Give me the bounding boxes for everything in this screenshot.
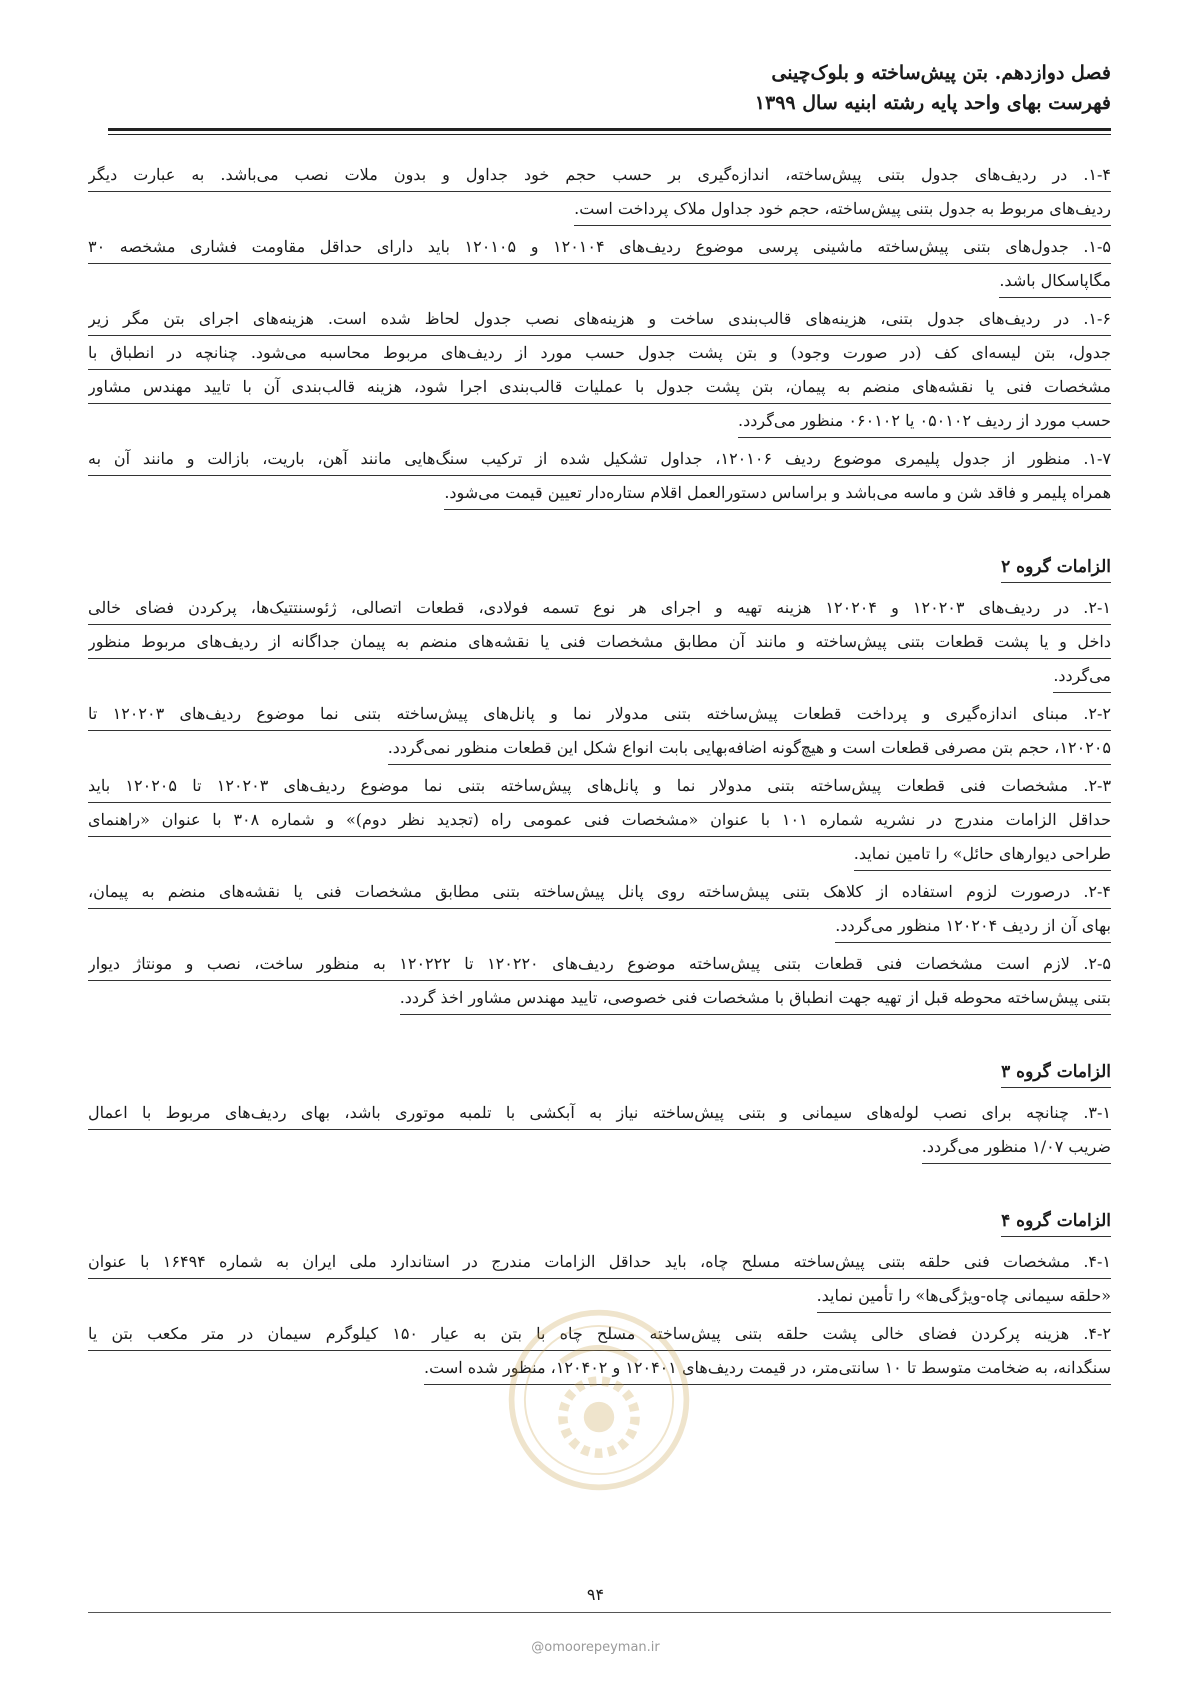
paragraph-line: مگاپاسکال باشد. — [999, 264, 1111, 298]
group1-section — [88, 158, 1111, 510]
paragraph-line: ۲-۲. مبنای اندازه‌گیری و پرداخت قطعات پیش‌ساخته بتنی مدولار نما و پانل‌های پیش‌ساخته بتنی نما موضوع ردیف‌های ۱۲۰۲۰۳ تا — [88, 697, 1111, 731]
paragraph-line: ۱-۷. منظور از جدول پلیمری موضوع ردیف ۱۲۰۱۰۶، جداول تشکیل شده از ترکیب سنگ‌هایی مانند آهن، باریت، بازالت و مانند آن به — [88, 442, 1111, 476]
paragraph-line: ۲-۳. مشخصات فنی قطعات پیش‌ساخته بتنی مدولار نما و پانل‌های پیش‌ساخته بتنی نما موضوع ردیف‌های ۱۲۰۲۰۳ تا ۱۲۰۲۰۵ باید — [88, 769, 1111, 803]
paragraph-line: می‌گردد. — [1053, 659, 1111, 693]
paragraph — [88, 947, 1111, 1015]
paragraph-line: ۲-۵. لازم است مشخصات فنی قطعات بتنی پیش‌ساخته موضوع ردیف‌های ۱۲۰۲۲۰ تا ۱۲۰۲۲۲ به منظور ساخت، نصب و مونتاژ دیوار — [88, 947, 1111, 981]
paragraph-line: حداقل الزامات مندرج در نشریه شماره ۱۰۱ با عنوان «مشخصات فنی عمومی راه (تجدید نظر دوم)» و شماره ۳۰۸ با عنوان «راهنمای — [88, 803, 1111, 837]
seal-logo-icon — [504, 1305, 694, 1495]
header-rule-thin — [108, 134, 1111, 135]
paragraph — [88, 697, 1111, 765]
chapter-title: فصل دوازدهم. بتن پیش‌ساخته و بلوک‌چینی — [771, 62, 1111, 84]
paragraph-line: ۴-۱. مشخصات فنی حلقه بتنی پیش‌ساخته مسلح چاه، باید حداقل الزامات مندرج در استاندارد ملی ایران به شماره ۱۶۴۹۴ با عنوان — [88, 1245, 1111, 1279]
paragraph-line: ردیف‌های مربوط به جدول بتنی پیش‌ساخته، حجم خود جداول ملاک پرداخت است. — [574, 192, 1111, 226]
paragraph-line: سنگدانه، به ضخامت متوسط تا ۱۰ سانتی‌متر، در قیمت ردیف‌های ۱۲۰۴۰۱ و ۱۲۰۴۰۲، منظور شده است. — [424, 1351, 1111, 1385]
footer-rule — [88, 1612, 1111, 1613]
paragraph — [88, 230, 1111, 298]
paragraph-line: بهای آن از ردیف ۱۲۰۲۰۴ منظور می‌گردد. — [835, 909, 1111, 943]
paragraph-line: مشخصات فنی یا نقشه‌های منضم به پیمان، بتن پشت جدول با عملیات قالب‌بندی اجرا شود، هزینه قالب‌بندی آن با تایید مهندس مشاور — [88, 370, 1111, 404]
group3-title: الزامات گروه ۳ — [1001, 1059, 1111, 1088]
page-header — [755, 58, 1111, 118]
paragraph-line: ضریب ۱/۰۷ منظور می‌گردد. — [922, 1130, 1111, 1164]
paragraph-line: ۳-۱. چنانچه برای نصب لوله‌های سیمانی و بتنی پیش‌ساخته نیاز به آبکشی با تلمبه موتوری باشد، بهای ردیف‌های مربوط با اعمال — [88, 1096, 1111, 1130]
paragraph-line: حسب مورد از ردیف ۰۵۰۱۰۲ یا ۰۶۰۱۰۲ منظور می‌گردد. — [738, 404, 1111, 438]
paragraph-line: ۱۲۰۲۰۵، حجم بتن مصرفی قطعات است و هیچ‌گونه اضافه‌بهایی بابت انواع شکل این قطعات منظور نمی‌گردد. — [388, 731, 1111, 765]
paragraph — [88, 158, 1111, 226]
paragraph — [88, 875, 1111, 943]
paragraph-line: ۱-۶. در ردیف‌های جدول بتنی، هزینه‌های قالب‌بندی ساخت و هزینه‌های نصب جدول لحاظ شده است. هزینه‌های اجرای بتن مگر زیر — [88, 302, 1111, 336]
main-content — [88, 158, 1111, 1389]
paragraph-line: ۱-۴. در ردیف‌های جدول بتنی پیش‌ساخته، اندازه‌گیری بر حسب حجم خود جداول و بدون ملات نصب می‌باشد. به عبارت دیگر — [88, 158, 1111, 192]
paragraph-line: داخل و یا پشت قطعات بتنی پیش‌ساخته و مانند آن مطابق مشخصات فنی یا نقشه‌های منضم به پیمان جداگانه از ردیف‌های مربوط منظور — [88, 625, 1111, 659]
paragraph — [88, 769, 1111, 871]
paragraph — [88, 591, 1111, 693]
paragraph — [88, 442, 1111, 510]
paragraph-line: طراحی دیوارهای حائل» را تامین نماید. — [854, 837, 1111, 871]
group3-section — [88, 1096, 1111, 1164]
paragraph — [88, 1096, 1111, 1164]
paragraph — [88, 1245, 1111, 1313]
group4-title: الزامات گروه ۴ — [1001, 1208, 1111, 1237]
paragraph-line: ۲-۱. در ردیف‌های ۱۲۰۲۰۳ و ۱۲۰۲۰۴ هزینه تهیه و اجرای هر نوع تسمه فولادی، قطعات اتصالی، ژئوسنتتیک‌ها، پرکردن فضای خالی — [88, 591, 1111, 625]
paragraph-line: همراه پلیمر و فاقد شن و ماسه می‌باشد و براساس دستورالعمل اقلام ستاره‌دار تعیین قیمت می‌شود. — [444, 476, 1111, 510]
paragraph-line: بتنی پیش‌ساخته محوطه قبل از تهیه جهت انطباق با مشخصات فنی خصوصی، تایید مهندس مشاور اخذ گردد. — [400, 981, 1111, 1015]
page-number: ۹۴ — [586, 1585, 605, 1604]
paragraph-line: «حلقه سیمانی چاه-ویژگی‌ها» را تأمین نماید. — [817, 1279, 1111, 1313]
list-title: فهرست بهای واحد پایه رشته ابنیه سال ۱۳۹۹ — [754, 92, 1111, 114]
paragraph-line: ۲-۴. درصورت لزوم استفاده از کلاهک بتنی پیش‌ساخته روی پانل پیش‌ساخته بتنی مطابق مشخصات فنی یا نقشه‌های منضم به پیمان، — [88, 875, 1111, 909]
paragraph — [88, 302, 1111, 438]
paragraph-line: ۱-۵. جدول‌های بتنی پیش‌ساخته ماشینی پرسی موضوع ردیف‌های ۱۲۰۱۰۴ و ۱۲۰۱۰۵ باید دارای حداقل مقاومت فشاری مشخصه ۳۰ — [88, 230, 1111, 264]
group2-section — [88, 591, 1111, 1015]
paragraph-line: جدول، بتن لیسه‌ای کف (در صورت وجود) و بتن پشت جدول حسب مورد از ردیف‌های مربوط محاسبه می‌شود. چنانچه در انطباق با — [88, 336, 1111, 370]
header-rule-thick — [108, 128, 1111, 131]
group2-title: الزامات گروه ۲ — [1001, 554, 1111, 583]
footer-site: @omoorepeyman.ir — [531, 1640, 660, 1655]
paragraph-line: ۴-۲. هزینه پرکردن فضای خالی پشت حلقه بتنی پیش‌ساخته مسلح چاه با بتن به عیار ۱۵۰ کیلوگرم سیمان در متر مکعب بتن یا — [88, 1317, 1111, 1351]
